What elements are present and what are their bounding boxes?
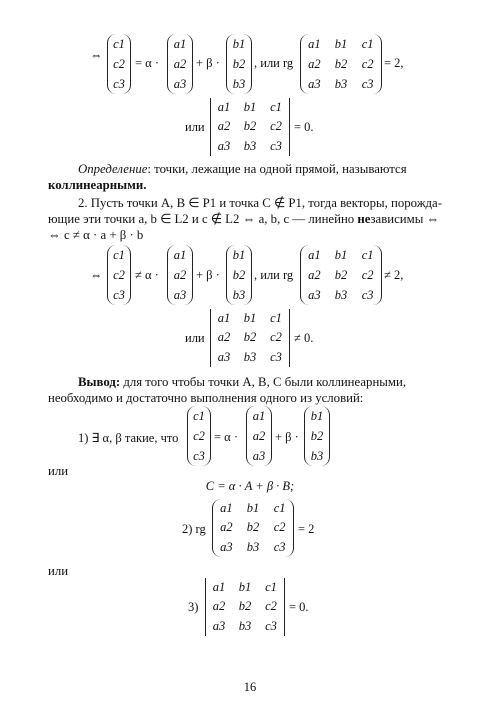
vector-entry: b3 (310, 448, 324, 463)
matrix-entry: b2 (334, 56, 348, 71)
matrix-entry: c3 (361, 287, 374, 302)
det-entry: c1 (270, 311, 282, 326)
point-combination: C = α · A + β · B; (205, 479, 295, 493)
det-entry: a1 (212, 580, 226, 595)
condition3-prefix: 3) (188, 600, 199, 614)
det-entry: b3 (243, 349, 257, 364)
vector-entry: b1 (232, 247, 246, 262)
condition1-prefix: 1) ∃ α, β такие, что (78, 431, 179, 445)
definition-text: : точки, лежащие на одной прямой, называются (147, 162, 407, 176)
vector-entry: b3 (232, 76, 246, 91)
det-entry: c1 (265, 580, 277, 595)
matrix-entry: a1 (220, 501, 233, 516)
equals-alpha: = α · (135, 56, 160, 70)
matrix-entry: c2 (361, 56, 374, 71)
det-entry: a3 (217, 138, 231, 153)
rank-matrix (300, 245, 382, 305)
determinant (205, 578, 285, 636)
matrix-entry: a3 (220, 539, 233, 554)
item2-line2-b: зависимы ⇔ (370, 212, 440, 226)
or-text: или (185, 331, 205, 345)
item2-negation: не (357, 212, 371, 226)
vector-entry: a1 (173, 247, 187, 262)
matrix-entry: b1 (246, 501, 260, 516)
matrix-entry: b3 (334, 76, 348, 91)
matrix-entry: c3 (273, 539, 286, 554)
or-rg-text: , или rg (254, 56, 294, 70)
det-entry: a2 (217, 119, 231, 134)
det-entry: c3 (270, 349, 282, 364)
vector-entry: b1 (232, 36, 246, 51)
matrix-entry: b2 (246, 520, 260, 535)
det-entry: c2 (270, 119, 282, 134)
not-equals-alpha: ≠ α · (135, 268, 159, 282)
vector-entry: c1 (113, 247, 125, 262)
det-entry: a1 (217, 311, 231, 326)
definition-label: Определение (78, 162, 148, 176)
det-entry: a2 (212, 599, 226, 614)
matrix-entry: c2 (273, 520, 286, 535)
det-entry: b3 (238, 618, 252, 633)
vector-entry: c3 (113, 76, 125, 91)
conclusion-label: Вывод: (78, 375, 121, 389)
conclusion-text: для того чтобы точки A, B, C были коллинеарными, (123, 375, 407, 389)
det-entry: c2 (270, 330, 282, 345)
det-entry: b1 (243, 311, 257, 326)
det-entry: c2 (265, 599, 277, 614)
vector-entry: c3 (193, 448, 205, 463)
vector-a (167, 245, 193, 305)
matrix-entry: b2 (334, 267, 348, 282)
matrix-entry: c1 (361, 247, 374, 262)
vector-b (304, 406, 330, 466)
matrix-entry: a1 (308, 247, 321, 262)
vector-entry: b3 (232, 287, 246, 302)
vector-a (167, 34, 193, 94)
rank-matrix (300, 34, 382, 94)
definition-line (78, 161, 407, 177)
det-entry: a3 (212, 618, 226, 633)
equals-alpha: = α · (214, 430, 239, 444)
det-entry: a2 (217, 330, 231, 345)
vector-entry: c2 (113, 267, 125, 282)
matrix-entry: b3 (246, 539, 260, 554)
vector-a (246, 406, 272, 466)
matrix-entry: a2 (220, 520, 233, 535)
det-entry: c3 (270, 138, 282, 153)
plus-beta: + β · (196, 56, 220, 70)
vector-entry: a3 (252, 448, 266, 463)
equivalence-arrow: ⇔ (90, 48, 103, 62)
matrix-entry: b3 (334, 287, 348, 302)
not-equals-two: ≠ 2, (384, 268, 404, 282)
vector-c (187, 406, 211, 466)
definition-term: коллинеарными. (48, 178, 147, 192)
det-entry: c3 (265, 618, 277, 633)
vector-entry: c2 (193, 428, 205, 443)
vector-entry: b2 (310, 428, 324, 443)
det-entry: b2 (243, 330, 257, 345)
det-entry: b2 (238, 599, 252, 614)
matrix-entry: c3 (361, 76, 374, 91)
item2-line3: ⇔ c ≠ α · a + β · b (48, 228, 144, 242)
conclusion-line1 (78, 374, 406, 390)
matrix-entry: a1 (308, 36, 321, 51)
vector-entry: a2 (173, 56, 187, 71)
matrix-entry: a3 (308, 76, 321, 91)
matrix-entry: b1 (334, 247, 348, 262)
vector-entry: c2 (113, 56, 125, 71)
vector-entry: a3 (173, 287, 187, 302)
or-label: или (48, 464, 69, 478)
not-equals-zero: ≠ 0. (294, 331, 314, 345)
condition2-prefix: 2) rg (182, 522, 206, 536)
vector-entry: a1 (252, 408, 266, 423)
vector-entry: b2 (232, 267, 246, 282)
equals-zero: = 0. (289, 600, 309, 614)
vector-entry: c1 (193, 408, 205, 423)
matrix-entry: a3 (308, 287, 321, 302)
matrix-entry: a2 (308, 56, 321, 71)
conclusion-line2: необходимо и достаточно выполнения одного из условий: (48, 391, 364, 405)
vector-c (107, 245, 131, 305)
det-entry: a3 (217, 349, 231, 364)
plus-beta: + β · (196, 268, 220, 282)
matrix-entry: a2 (308, 267, 321, 282)
det-entry: b3 (243, 138, 257, 153)
vector-entry: a1 (173, 36, 187, 51)
vector-entry: b1 (310, 408, 324, 423)
vector-entry: a3 (173, 76, 187, 91)
vector-entry: a2 (252, 428, 266, 443)
equals-two: = 2, (384, 56, 404, 70)
det-entry: b2 (243, 119, 257, 134)
matrix-entry: c2 (361, 267, 374, 282)
matrix-entry: c1 (361, 36, 374, 51)
vector-entry: b2 (232, 56, 246, 71)
vector-entry: c1 (113, 36, 125, 51)
det-entry: a1 (217, 100, 231, 115)
or-rg-text: , или rg (254, 268, 294, 282)
item2-line2 (48, 211, 439, 227)
equals-zero: = 0. (294, 120, 314, 134)
equivalence-arrow: ⇔ (90, 268, 103, 282)
item2-line1: 2. Пусть точки A, B ∈ P1 и точка C ∉ P1, тогда векторы, порожда- (78, 196, 442, 210)
determinant (210, 98, 290, 156)
rank-matrix (212, 499, 294, 557)
vector-b (226, 34, 252, 94)
determinant (210, 309, 290, 367)
det-entry: c1 (270, 100, 282, 115)
item2-line2-a: ющие эти точки a, b ∈ L2 и c ∉ L2 ⇔ a, b, c — линейно (48, 212, 355, 226)
det-entry: b1 (238, 580, 252, 595)
plus-beta: + β · (275, 430, 299, 444)
vector-b (226, 245, 252, 305)
vector-entry: c3 (113, 287, 125, 302)
equals-two: = 2 (298, 522, 315, 536)
matrix-entry: c1 (273, 501, 286, 516)
vector-c (107, 34, 131, 94)
page-number: 16 (243, 680, 257, 694)
det-entry: b1 (243, 100, 257, 115)
matrix-entry: b1 (334, 36, 348, 51)
or-label: или (48, 564, 69, 578)
vector-entry: a2 (173, 267, 187, 282)
or-text: или (185, 120, 205, 134)
